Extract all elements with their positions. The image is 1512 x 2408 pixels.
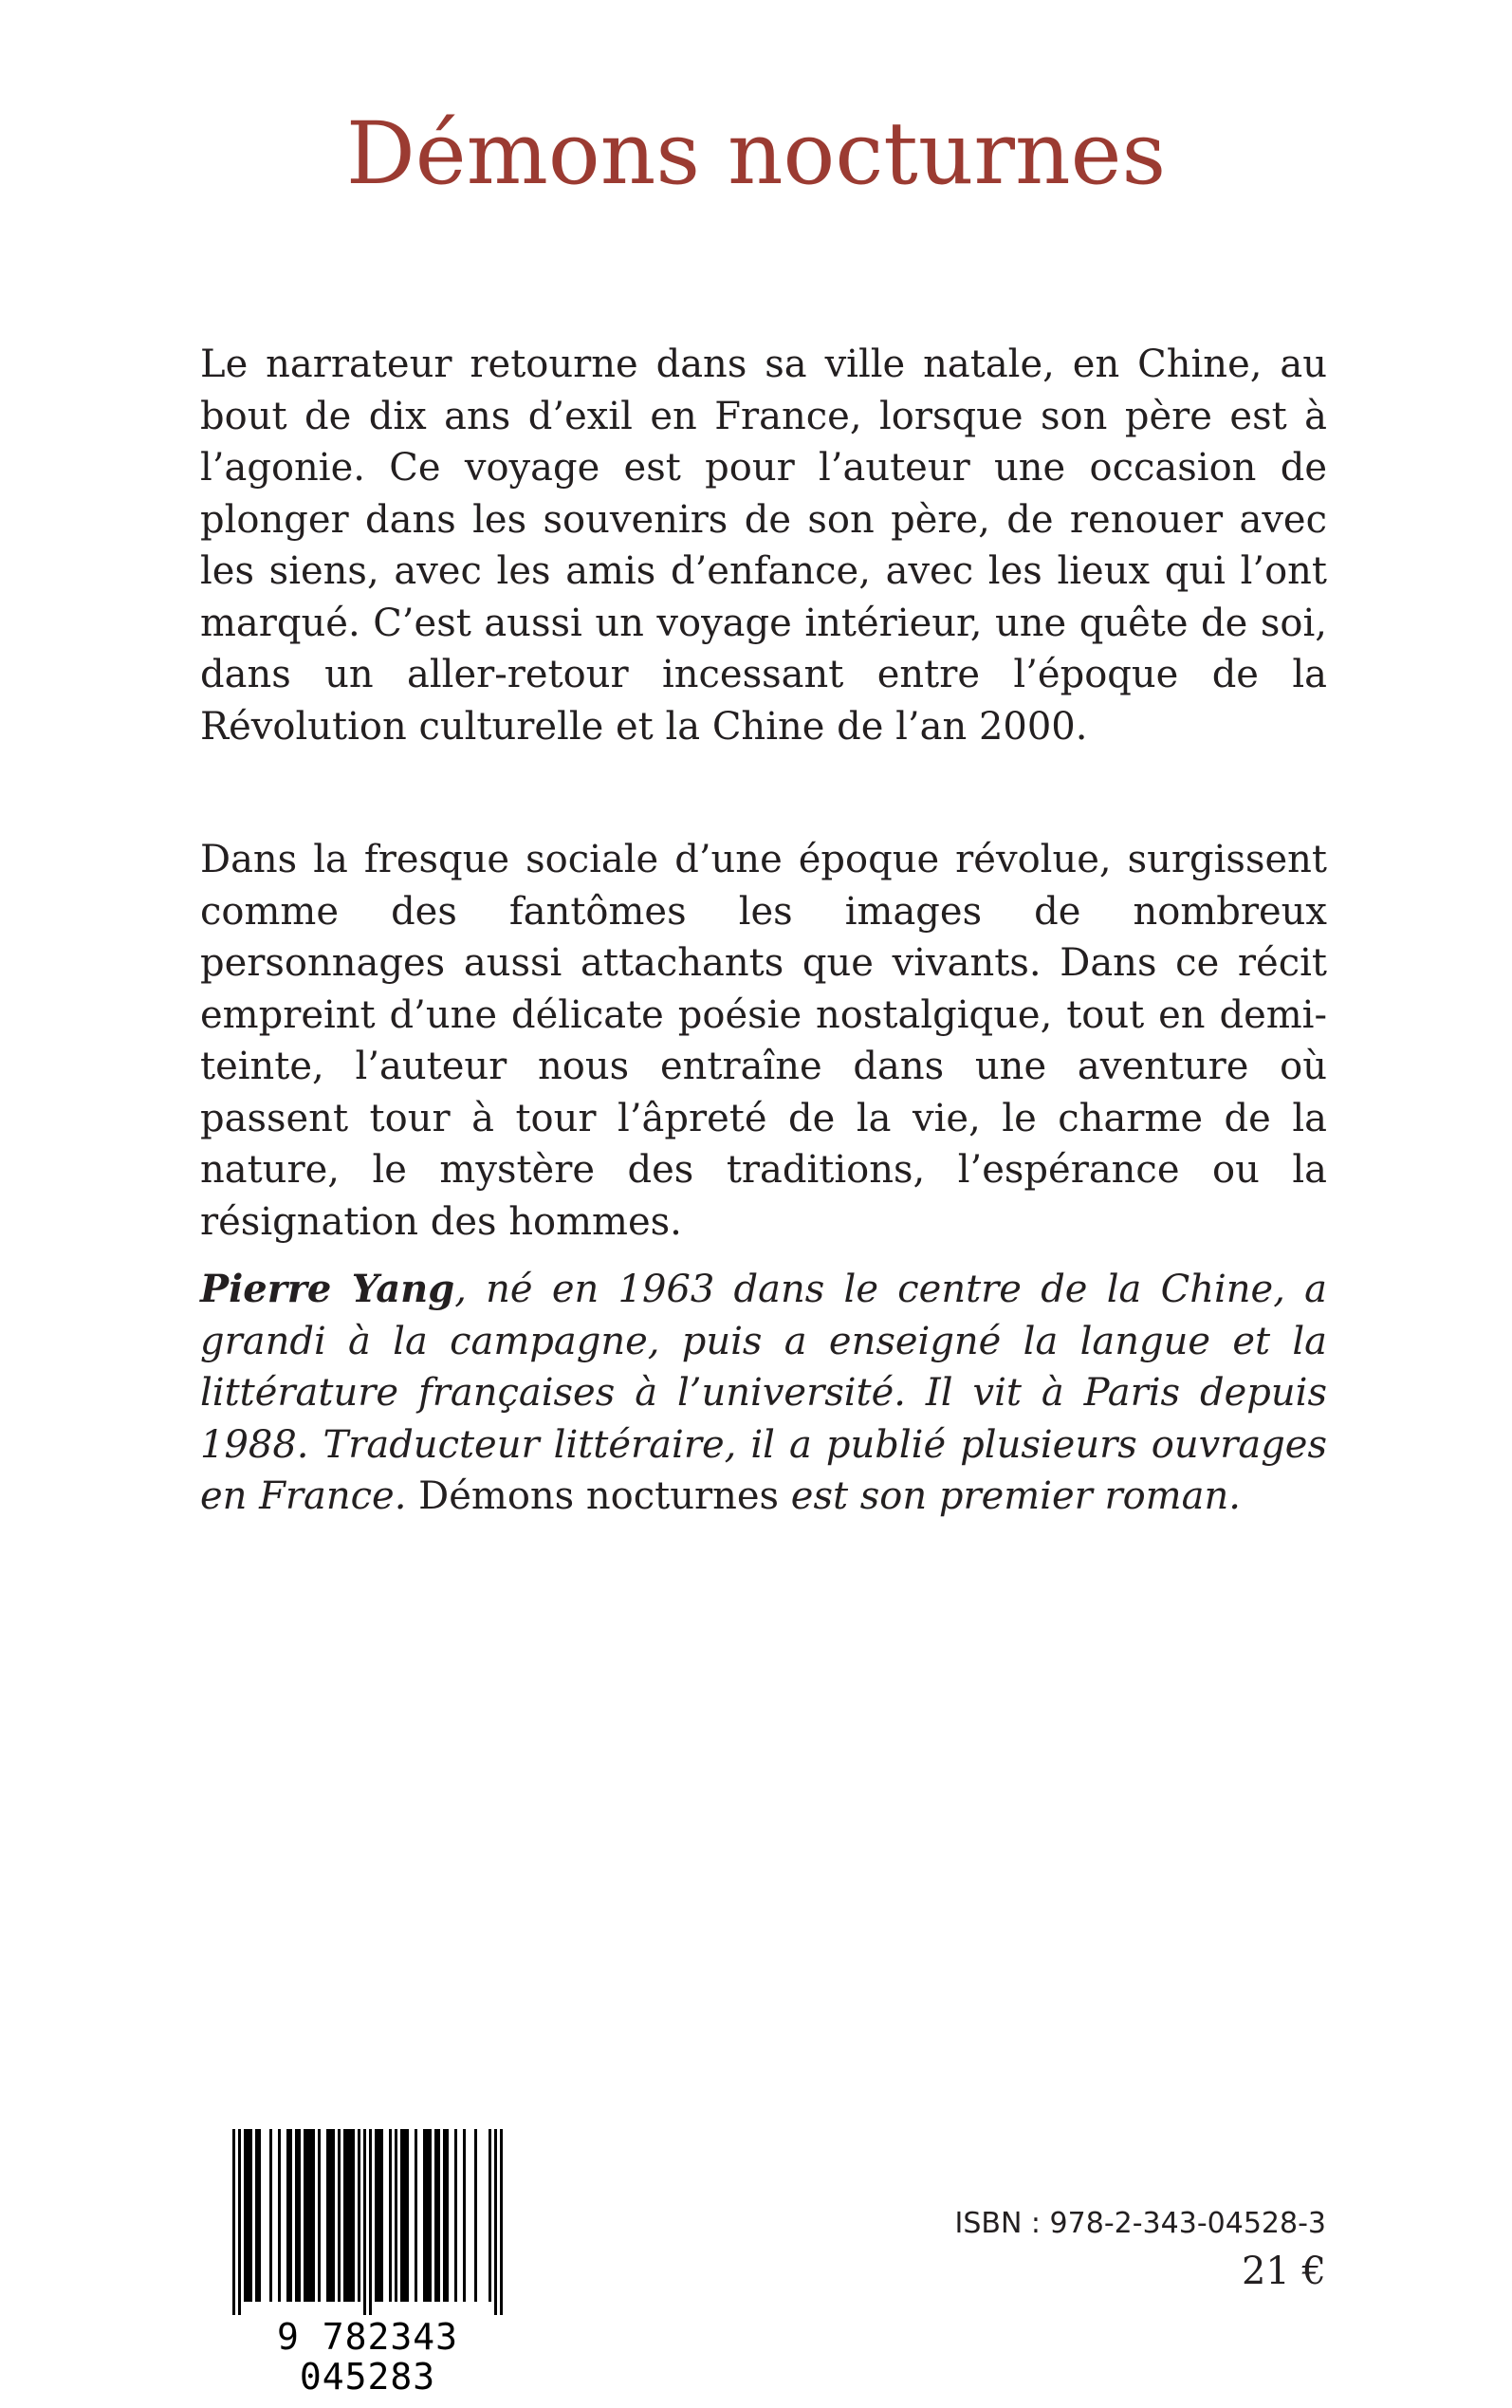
barcode-bar (343, 2129, 346, 2302)
barcode-bar (289, 2129, 292, 2302)
barcode-digits: 9 782343 045283 (276, 2316, 459, 2398)
barcode-bar (238, 2129, 241, 2315)
barcode-bar (395, 2129, 397, 2302)
barcode-bar (318, 2129, 321, 2302)
barcode-bar (403, 2129, 406, 2302)
synopsis-paragraph-1: Le narrateur retourne dans sa ville natale, en Chine, au bout de dix ans d’exil en France, lorsque son père est à l’agonie. Ce voyage est pour l’auteur une occasion de plonger dans les souvenirs de son père, de renouer avec les siens, avec les amis d’enfance, avec les lieux qui l’ont marqué. C’est aussi un voyage intérieur, une quête de soi, dans un aller-retour incessant entre l’époque de la Révolution culturelle et la Chine de l’an 2000. (200, 343, 1327, 749)
barcode-bar (446, 2129, 449, 2302)
barcode-bar (255, 2129, 258, 2302)
barcode-bar (363, 2129, 366, 2315)
barcode-bar (298, 2129, 301, 2302)
synopsis-paragraph-2: Dans la fresque sociale d’une époque révolue, surgissent comme des fantômes les images de nombreux personnages aussi attachants que vivants. Dans ce récit empreint d’une délicate poésie nostalgique, tout en demi-teinte, l’auteur nous entraîne dans une aventure où passent tour à tour l’âpreté de la vie, le charme de la nature, le mystère des traditions, l’espérance ou la résignation des hommes. (200, 838, 1327, 1244)
barcode-bar (249, 2129, 252, 2302)
author-bio-text-1: , né en 1963 dans le centre de la Chine, a grandi à la campagne, puis a enseigné la langue et la littérature françaises à l’université. Il vit à Paris depuis 1988. Traducteur littéraire, il a publié plusieurs ouvrages en France. (200, 1268, 1327, 1518)
barcode-bar (406, 2129, 409, 2302)
barcode-bar (352, 2129, 355, 2302)
barcode-bar (326, 2129, 329, 2302)
barcode-bar (304, 2129, 306, 2302)
barcode-bar (389, 2129, 392, 2302)
author-bio-book-title: Démons nocturnes (418, 1474, 780, 1518)
author-name: Pierre Yang (200, 1267, 455, 1311)
barcode-bar (380, 2129, 383, 2302)
barcode-bar (258, 2129, 261, 2302)
barcode-bar (454, 2129, 457, 2302)
barcode-bar (474, 2129, 477, 2302)
barcode-bar (437, 2129, 440, 2302)
barcode (204, 2129, 531, 2398)
barcode-bars (204, 2129, 531, 2315)
isbn: ISBN : 978-2-343-04528-3 (954, 2207, 1326, 2240)
barcode-bar (232, 2129, 235, 2315)
barcode-bar (244, 2129, 247, 2302)
barcode-bar (375, 2129, 378, 2302)
barcode-bar (349, 2129, 352, 2302)
barcode-bar (443, 2129, 446, 2302)
barcode-bar (400, 2129, 403, 2302)
barcode-bar (434, 2129, 437, 2302)
price: 21 € (1241, 2250, 1326, 2293)
barcode-bar (338, 2129, 341, 2302)
barcode-bar (286, 2129, 289, 2302)
barcode-bar (306, 2129, 309, 2302)
barcode-bar (426, 2129, 429, 2302)
barcode-bar (278, 2129, 281, 2302)
barcode-bar (309, 2129, 312, 2302)
barcode-bar (429, 2129, 432, 2302)
barcode-bar (463, 2129, 466, 2302)
barcode-bar (346, 2129, 349, 2302)
author-bio-text-2: est son premier roman. (779, 1474, 1241, 1518)
barcode-bar (415, 2129, 417, 2302)
barcode-bar (269, 2129, 272, 2302)
barcode-bar (500, 2129, 503, 2315)
barcode-bar (247, 2129, 249, 2302)
book-title: Démons nocturnes (345, 104, 1167, 204)
barcode-bar (312, 2129, 315, 2302)
barcode-bar (378, 2129, 380, 2302)
barcode-bar (358, 2129, 360, 2302)
author-bio (200, 1264, 1327, 1523)
barcode-bar (369, 2129, 372, 2315)
barcode-bar (295, 2129, 298, 2302)
barcode-bar (332, 2129, 335, 2302)
barcode-bar (423, 2129, 426, 2302)
barcode-bar (329, 2129, 332, 2302)
barcode-bar (489, 2129, 491, 2302)
barcode-bar (494, 2129, 497, 2315)
